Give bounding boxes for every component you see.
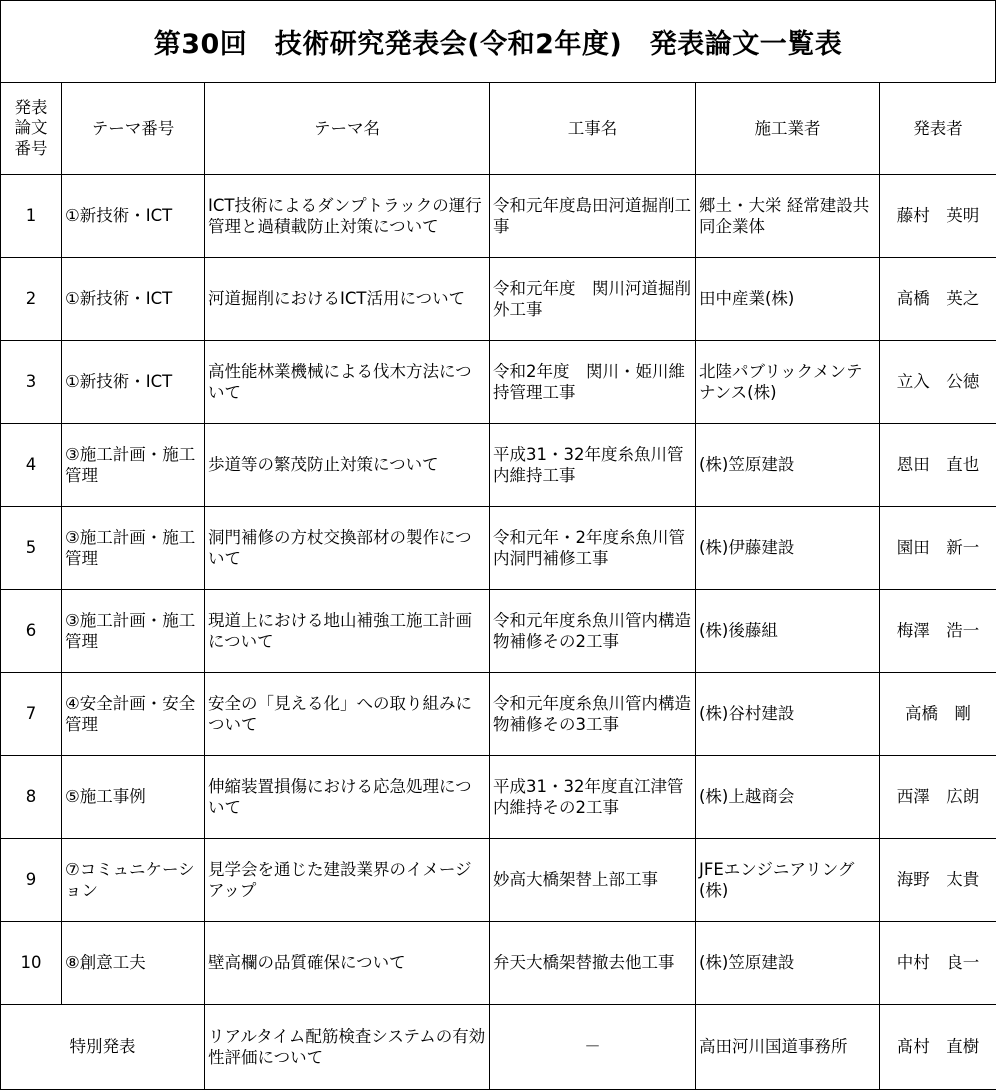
header-theme-name: テーマ名	[205, 83, 490, 175]
cell-special-presenter: 髙村 直樹	[880, 1005, 996, 1090]
cell-theme-number: ③施工計画・施工管理	[62, 590, 205, 673]
header-theme-number: テーマ番号	[62, 83, 205, 175]
table-row	[1, 922, 996, 1005]
cell-special-label: 特別発表	[1, 1005, 205, 1090]
cell-contractor: (株)谷村建設	[696, 673, 880, 756]
cell-theme-number: ①新技術・ICT	[62, 258, 205, 341]
cell-special-contractor: 高田河川国道事務所	[696, 1005, 880, 1090]
cell-theme-name: 河道掘削におけるICT活用について	[205, 258, 490, 341]
header-number-line-2: 論文	[15, 118, 48, 137]
table-row	[1, 258, 996, 341]
cell-special-theme-name: リアルタイム配筋検査システムの有効性評価について	[205, 1005, 490, 1090]
cell-presenter: 立入 公徳	[880, 341, 996, 424]
cell-number: 4	[1, 424, 62, 507]
cell-theme-number: ⑧創意工夫	[62, 922, 205, 1005]
cell-work-name: 弁天大橋架替撤去他工事	[490, 922, 696, 1005]
cell-number: 3	[1, 341, 62, 424]
table-row	[1, 839, 996, 922]
title-bar	[0, 0, 996, 82]
cell-contractor: (株)伊藤建設	[696, 507, 880, 590]
cell-number: 8	[1, 756, 62, 839]
cell-contractor: 北陸パブリックメンテナンス(株)	[696, 341, 880, 424]
cell-presenter: 園田 新一	[880, 507, 996, 590]
cell-contractor: 田中産業(株)	[696, 258, 880, 341]
header-number-line-3: 番号	[15, 139, 48, 158]
papers-table	[0, 82, 996, 1090]
table-row	[1, 507, 996, 590]
cell-contractor: (株)笠原建設	[696, 424, 880, 507]
cell-contractor: (株)上越商会	[696, 756, 880, 839]
cell-work-name: 令和元年度 関川河道掘削外工事	[490, 258, 696, 341]
table-row	[1, 175, 996, 258]
cell-theme-number: ①新技術・ICT	[62, 175, 205, 258]
table-row	[1, 673, 996, 756]
cell-presenter: 梅澤 浩一	[880, 590, 996, 673]
cell-theme-number: ④安全計画・安全管理	[62, 673, 205, 756]
cell-number: 1	[1, 175, 62, 258]
cell-presenter: 藤村 英明	[880, 175, 996, 258]
cell-contractor: JFEエンジニアリング(株)	[696, 839, 880, 922]
document-title: 第30回 技術研究発表会(令和2年度) 発表論文一覧表	[154, 22, 843, 61]
cell-special-work-name: －	[490, 1005, 696, 1090]
cell-work-name: 令和2年度 関川・姫川維持管理工事	[490, 341, 696, 424]
cell-theme-name: 歩道等の繁茂防止対策について	[205, 424, 490, 507]
cell-presenter: 西澤 広朗	[880, 756, 996, 839]
cell-theme-name: 見学会を通じた建設業界のイメージアップ	[205, 839, 490, 922]
cell-number: 6	[1, 590, 62, 673]
cell-theme-number: ⑦コミュニケーション	[62, 839, 205, 922]
cell-theme-name: 伸縮装置損傷における応急処理について	[205, 756, 490, 839]
cell-theme-name: 壁高欄の品質確保について	[205, 922, 490, 1005]
cell-work-name: 令和元年度糸魚川管内構造物補修その3工事	[490, 673, 696, 756]
table-row	[1, 424, 996, 507]
cell-number: 7	[1, 673, 62, 756]
cell-work-name: 平成31・32年度直江津管内維持その2工事	[490, 756, 696, 839]
header-contractor: 施工業者	[696, 83, 880, 175]
table-row	[1, 590, 996, 673]
cell-work-name: 令和元年度糸魚川管内構造物補修その2工事	[490, 590, 696, 673]
header-work-name: 工事名	[490, 83, 696, 175]
cell-contractor: (株)笠原建設	[696, 922, 880, 1005]
cell-theme-name: 洞門補修の方杖交換部材の製作について	[205, 507, 490, 590]
cell-presenter: 海野 太貴	[880, 839, 996, 922]
cell-number: 5	[1, 507, 62, 590]
table-row	[1, 341, 996, 424]
cell-work-name: 平成31・32年度糸魚川管内維持工事	[490, 424, 696, 507]
cell-contractor: (株)後藤組	[696, 590, 880, 673]
cell-theme-name: 現道上における地山補強工施工計画について	[205, 590, 490, 673]
cell-theme-number: ①新技術・ICT	[62, 341, 205, 424]
cell-contractor: 郷土・大栄 経常建設共同企業体	[696, 175, 880, 258]
cell-number: 10	[1, 922, 62, 1005]
cell-theme-name: 高性能林業機械による伐木方法について	[205, 341, 490, 424]
header-number-line-1: 発表	[15, 98, 48, 117]
cell-theme-name: 安全の「見える化」への取り組みについて	[205, 673, 490, 756]
header-row	[1, 83, 996, 175]
cell-work-name: 令和元年度島田河道掘削工事	[490, 175, 696, 258]
table-row	[1, 756, 996, 839]
cell-presenter: 高橋 剛	[880, 673, 996, 756]
cell-presenter: 中村 良一	[880, 922, 996, 1005]
cell-theme-name: ICT技術によるダンプトラックの運行管理と過積載防止対策について	[205, 175, 490, 258]
cell-theme-number: ③施工計画・施工管理	[62, 424, 205, 507]
cell-theme-number: ⑤施工事例	[62, 756, 205, 839]
cell-theme-number: ③施工計画・施工管理	[62, 507, 205, 590]
cell-work-name: 令和元年・2年度糸魚川管内洞門補修工事	[490, 507, 696, 590]
cell-number: 9	[1, 839, 62, 922]
header-presenter: 発表者	[880, 83, 996, 175]
cell-presenter: 恩田 直也	[880, 424, 996, 507]
header-number	[1, 83, 62, 175]
cell-presenter: 高橋 英之	[880, 258, 996, 341]
special-row	[1, 1005, 996, 1090]
cell-work-name: 妙高大橋架替上部工事	[490, 839, 696, 922]
cell-number: 2	[1, 258, 62, 341]
